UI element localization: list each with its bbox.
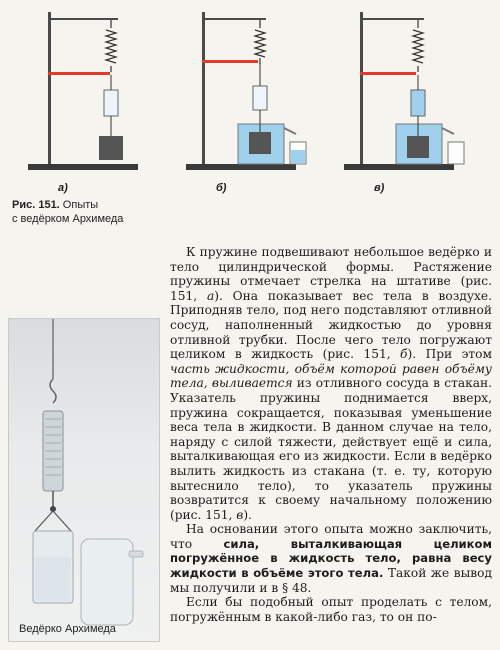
empty-glass (448, 142, 464, 164)
spring (255, 20, 265, 64)
stand-rod (360, 12, 363, 164)
figure-panel-b (166, 4, 316, 194)
overflow-spout (442, 128, 454, 134)
figure-151 (8, 4, 478, 194)
bucket-photo-illustration (9, 319, 159, 641)
figure-panel-c (324, 4, 474, 194)
cylindrical-body (249, 132, 271, 154)
overflow-vessel (81, 539, 133, 625)
hook-icon (50, 379, 56, 403)
spring (413, 20, 423, 72)
bucket (253, 86, 267, 110)
figure-panel-a (8, 4, 158, 194)
panel-label-c: в) (374, 182, 385, 194)
cylindrical-body (99, 136, 123, 160)
photo-caption: Ведёрко Архимеда (19, 623, 116, 635)
emphasis-italic: часть жидкости, объём которой равен объёму тела, выливается (170, 361, 492, 391)
overflow-spout (284, 128, 296, 134)
pointer-arrow (202, 60, 258, 63)
experiment-b-illustration (166, 4, 316, 182)
glass-water (291, 150, 305, 163)
emphasis-bold: сила, выталкивающая целиком погружённое в жидкость тело, равна весу жидкости в объёме этого тела. (170, 536, 492, 581)
stand-base (28, 164, 138, 170)
stand-arm (48, 18, 118, 20)
stand-base (344, 164, 454, 170)
pointer-arrow (48, 72, 110, 75)
cylindrical-body (407, 136, 429, 158)
experiment-c-illustration (324, 4, 474, 182)
experiment-a-illustration (8, 4, 158, 182)
bucket (104, 90, 118, 116)
bucket-handle (35, 511, 71, 531)
panel-label-b: б) (216, 182, 227, 194)
pointer-arrow (360, 72, 416, 75)
spring (106, 20, 116, 72)
figure-caption (12, 198, 212, 226)
bucket-filled (411, 90, 425, 116)
body-text (170, 245, 492, 624)
stand-base (186, 164, 296, 170)
panel-label-a: а) (58, 182, 68, 194)
caption-number: Рис. 151. (12, 199, 60, 211)
stand-rod (48, 12, 51, 164)
paragraph-1: К пружине подвешивают небольшое ведёрко и тело цилиндрической формы. Растяжение пружины отмечает стрелка на штативе (рис. 151, а). Она показывает вес тела в воздухе. Приподняв тело, под него подставляют отливной сосуд, наполненный жидкостью до уровня отливной трубки. После чего тело погружают целиком в жидкость (рис. 151, б). При этом часть жидкости, объём которой равен объёму тела, выливается из отливного сосуда в стакан. Указатель пружины поднимается вверх, пружина сокращается, показывая уменьшение веса тела в жидкости. В данном случае на тело, наряду с силой тяжести, действует ещё и сила, выталкивающая его из жидкости. Если в ведёрко вылить жидкость из стакана (т. е. ту, которую вытеснило тело), то указатель пружины возвратится к своему начальному положению (рис. 151, в). (170, 245, 492, 522)
caption-text: Опыты (59, 199, 99, 211)
overflow-spout (129, 551, 143, 557)
paragraph-3: Если бы подобный опыт проделать с телом, погружённым в какой-либо газ, то он по- (170, 595, 492, 624)
stand-arm (202, 18, 266, 20)
paragraph-2: На основании этого опыта можно заключить, что сила, выталкивающая целиком погружённое в жидкость тело, равна весу жидкости в объёме этого тела. Такой же вывод мы получили и в § 48. (170, 522, 492, 595)
archimedes-bucket-photo (8, 318, 160, 642)
stand-arm (360, 18, 424, 20)
stand-rod (202, 12, 205, 164)
caption-text-line2: с ведёрком Архимеда (12, 213, 124, 225)
